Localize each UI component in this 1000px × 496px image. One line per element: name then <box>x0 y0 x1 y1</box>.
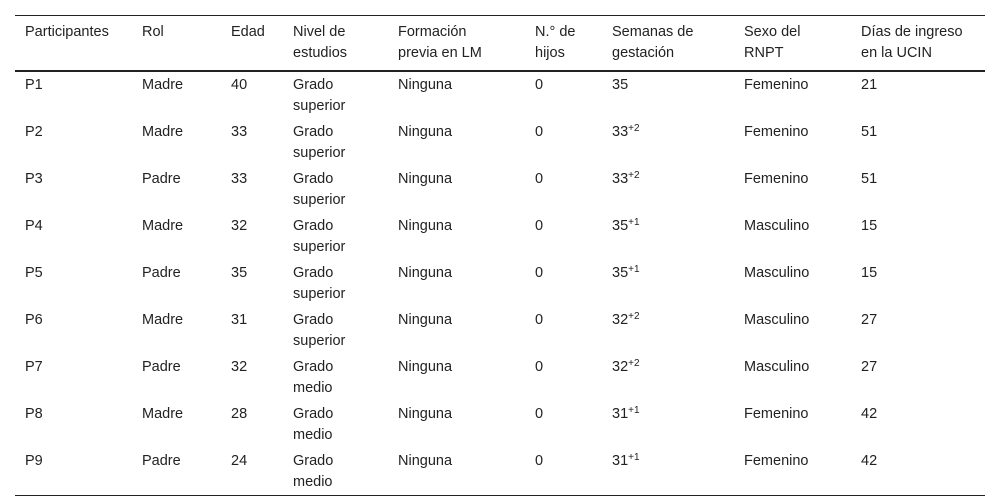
education-level-line: Grado <box>293 124 334 140</box>
table-row <box>15 119 985 166</box>
nicu-days: 51 <box>861 171 878 187</box>
cell-nivel-estudios <box>283 119 388 166</box>
participant-id: P3 <box>25 171 43 187</box>
participants-table <box>15 15 985 496</box>
education-level-line: superior <box>293 98 346 114</box>
column-header-line: Nivel de <box>293 24 346 40</box>
cell-hijos <box>525 213 602 260</box>
cell-edad <box>221 401 283 448</box>
cell-hijos <box>525 166 602 213</box>
number-of-children: 0 <box>535 453 544 469</box>
education-level-line: medio <box>293 427 333 443</box>
age: 31 <box>231 312 248 328</box>
age: 32 <box>231 218 248 234</box>
newborn-sex: Masculino <box>744 359 810 375</box>
column-header-line: Semanas de <box>612 24 694 40</box>
education-level-line: medio <box>293 474 333 490</box>
table-body <box>15 71 985 496</box>
cell-hijos <box>525 71 602 119</box>
table-row <box>15 448 985 496</box>
number-of-children: 0 <box>535 359 544 375</box>
age: 28 <box>231 406 248 422</box>
cell-sexo <box>734 260 851 307</box>
gestation-weeks: 31 <box>612 453 629 469</box>
number-of-children: 0 <box>535 406 544 422</box>
gestation-days-superscript: +1 <box>628 264 640 275</box>
gestation-weeks: 33 <box>612 124 629 140</box>
table-row <box>15 401 985 448</box>
column-header-participantes <box>15 16 132 72</box>
prior-training: Ninguna <box>398 265 453 281</box>
cell-rol <box>132 354 221 401</box>
number-of-children: 0 <box>535 312 544 328</box>
cell-edad <box>221 307 283 354</box>
education-level-line: Grado <box>293 171 334 187</box>
header-row <box>15 16 985 72</box>
column-header-line: hijos <box>535 45 565 61</box>
cell-formacion <box>388 401 525 448</box>
newborn-sex: Masculino <box>744 265 810 281</box>
cell-formacion <box>388 213 525 260</box>
cell-hijos <box>525 119 602 166</box>
gestation-days-superscript: +1 <box>628 452 640 463</box>
cell-edad <box>221 354 283 401</box>
nicu-days: 42 <box>861 453 878 469</box>
cell-nivel-estudios <box>283 166 388 213</box>
column-header-line: Formación <box>398 24 467 40</box>
participant-id: P7 <box>25 359 43 375</box>
column-header-semanas-de-gestacion <box>602 16 734 72</box>
column-header-formacion-previa <box>388 16 525 72</box>
cell-formacion <box>388 71 525 119</box>
age: 40 <box>231 77 248 93</box>
newborn-sex: Masculino <box>744 312 810 328</box>
cell-rol <box>132 260 221 307</box>
column-header-sexo-rnpt <box>734 16 851 72</box>
age: 33 <box>231 171 248 187</box>
newborn-sex: Femenino <box>744 171 809 187</box>
cell-nivel-estudios <box>283 401 388 448</box>
cell-formacion <box>388 260 525 307</box>
prior-training: Ninguna <box>398 218 453 234</box>
education-level-line: Grado <box>293 265 334 281</box>
cell-hijos <box>525 307 602 354</box>
nicu-days: 27 <box>861 359 878 375</box>
education-level-line: Grado <box>293 406 334 422</box>
number-of-children: 0 <box>535 265 544 281</box>
cell-rol <box>132 119 221 166</box>
gestation-weeks: 33 <box>612 171 629 187</box>
gestation-weeks: 35 <box>612 218 629 234</box>
table-row <box>15 260 985 307</box>
cell-nivel-estudios <box>283 354 388 401</box>
cell-semanas <box>602 448 734 496</box>
cell-hijos <box>525 401 602 448</box>
column-header-line: N.° de <box>535 24 576 40</box>
role: Madre <box>142 312 184 328</box>
newborn-sex: Femenino <box>744 453 809 469</box>
cell-dias <box>851 401 985 448</box>
cell-dias <box>851 166 985 213</box>
table-row <box>15 166 985 213</box>
column-header-edad <box>221 16 283 72</box>
role: Padre <box>142 265 181 281</box>
cell-dias <box>851 119 985 166</box>
column-header-line: Participantes <box>25 24 109 40</box>
cell-dias <box>851 71 985 119</box>
cell-participante <box>15 260 132 307</box>
column-header-line: RNPT <box>744 45 784 61</box>
cell-sexo <box>734 448 851 496</box>
cell-hijos <box>525 448 602 496</box>
table-header <box>15 16 985 72</box>
cell-dias <box>851 260 985 307</box>
cell-formacion <box>388 448 525 496</box>
role: Padre <box>142 171 181 187</box>
role: Madre <box>142 218 184 234</box>
participant-id: P6 <box>25 312 43 328</box>
cell-rol <box>132 71 221 119</box>
participant-id: P1 <box>25 77 43 93</box>
cell-dias <box>851 307 985 354</box>
gestation-days-superscript: +2 <box>628 170 640 181</box>
prior-training: Ninguna <box>398 453 453 469</box>
cell-participante <box>15 166 132 213</box>
cell-sexo <box>734 307 851 354</box>
nicu-days: 51 <box>861 124 878 140</box>
gestation-weeks: 31 <box>612 406 629 422</box>
gestation-weeks: 32 <box>612 359 629 375</box>
prior-training: Ninguna <box>398 77 453 93</box>
cell-edad <box>221 166 283 213</box>
cell-edad <box>221 71 283 119</box>
cell-semanas <box>602 166 734 213</box>
table-row <box>15 71 985 119</box>
age: 32 <box>231 359 248 375</box>
cell-sexo <box>734 119 851 166</box>
newborn-sex: Femenino <box>744 124 809 140</box>
participant-id: P4 <box>25 218 43 234</box>
cell-formacion <box>388 166 525 213</box>
column-header-line: Rol <box>142 24 164 40</box>
cell-rol <box>132 401 221 448</box>
cell-nivel-estudios <box>283 71 388 119</box>
cell-formacion <box>388 119 525 166</box>
column-header-line: previa en LM <box>398 45 482 61</box>
column-header-line: en la UCIN <box>861 45 932 61</box>
gestation-weeks: 35 <box>612 77 629 93</box>
education-level-line: superior <box>293 145 346 161</box>
table-row <box>15 213 985 260</box>
cell-participante <box>15 448 132 496</box>
cell-dias <box>851 213 985 260</box>
education-level-line: Grado <box>293 218 334 234</box>
column-header-numero-de-hijos <box>525 16 602 72</box>
participants-table-container <box>15 15 985 496</box>
cell-sexo <box>734 354 851 401</box>
cell-edad <box>221 213 283 260</box>
age: 33 <box>231 124 248 140</box>
prior-training: Ninguna <box>398 406 453 422</box>
cell-nivel-estudios <box>283 307 388 354</box>
prior-training: Ninguna <box>398 312 453 328</box>
column-header-line: Sexo del <box>744 24 801 40</box>
gestation-days-superscript: +2 <box>628 358 640 369</box>
cell-semanas <box>602 401 734 448</box>
cell-edad <box>221 119 283 166</box>
cell-semanas <box>602 213 734 260</box>
table-row <box>15 307 985 354</box>
newborn-sex: Femenino <box>744 406 809 422</box>
number-of-children: 0 <box>535 218 544 234</box>
education-level-line: superior <box>293 239 346 255</box>
cell-hijos <box>525 260 602 307</box>
gestation-weeks: 35 <box>612 265 629 281</box>
cell-nivel-estudios <box>283 213 388 260</box>
role: Padre <box>142 453 181 469</box>
age: 35 <box>231 265 248 281</box>
cell-rol <box>132 448 221 496</box>
number-of-children: 0 <box>535 171 544 187</box>
education-level-line: superior <box>293 333 346 349</box>
education-level-line: Grado <box>293 312 334 328</box>
number-of-children: 0 <box>535 124 544 140</box>
cell-sexo <box>734 401 851 448</box>
role: Madre <box>142 406 184 422</box>
cell-rol <box>132 166 221 213</box>
cell-sexo <box>734 166 851 213</box>
cell-participante <box>15 119 132 166</box>
age: 24 <box>231 453 248 469</box>
prior-training: Ninguna <box>398 359 453 375</box>
gestation-weeks: 32 <box>612 312 629 328</box>
cell-formacion <box>388 354 525 401</box>
education-level-line: superior <box>293 192 346 208</box>
gestation-days-superscript: +1 <box>628 217 640 228</box>
participant-id: P8 <box>25 406 43 422</box>
cell-semanas <box>602 307 734 354</box>
newborn-sex: Masculino <box>744 218 810 234</box>
cell-semanas <box>602 260 734 307</box>
gestation-days-superscript: +2 <box>628 311 640 322</box>
education-level-line: Grado <box>293 359 334 375</box>
newborn-sex: Femenino <box>744 77 809 93</box>
education-level-line: Grado <box>293 77 334 93</box>
cell-dias <box>851 354 985 401</box>
participant-id: P5 <box>25 265 43 281</box>
column-header-line: estudios <box>293 45 348 61</box>
cell-sexo <box>734 71 851 119</box>
cell-participante <box>15 401 132 448</box>
education-level-line: superior <box>293 286 346 302</box>
cell-nivel-estudios <box>283 448 388 496</box>
cell-edad <box>221 448 283 496</box>
cell-participante <box>15 354 132 401</box>
cell-formacion <box>388 307 525 354</box>
column-header-nivel-de-estudios <box>283 16 388 72</box>
participant-id: P9 <box>25 453 43 469</box>
cell-semanas <box>602 354 734 401</box>
cell-edad <box>221 260 283 307</box>
cell-rol <box>132 307 221 354</box>
column-header-line: gestación <box>612 45 675 61</box>
column-header-rol <box>132 16 221 72</box>
nicu-days: 15 <box>861 265 878 281</box>
cell-participante <box>15 307 132 354</box>
participant-id: P2 <box>25 124 43 140</box>
prior-training: Ninguna <box>398 124 453 140</box>
role: Madre <box>142 124 184 140</box>
gestation-days-superscript: +1 <box>628 405 640 416</box>
cell-sexo <box>734 213 851 260</box>
education-level-line: Grado <box>293 453 334 469</box>
prior-training: Ninguna <box>398 171 453 187</box>
column-header-line: Edad <box>231 24 265 40</box>
nicu-days: 15 <box>861 218 878 234</box>
nicu-days: 27 <box>861 312 878 328</box>
cell-dias <box>851 448 985 496</box>
cell-participante <box>15 213 132 260</box>
table-row <box>15 354 985 401</box>
cell-semanas <box>602 71 734 119</box>
cell-semanas <box>602 119 734 166</box>
cell-rol <box>132 213 221 260</box>
column-header-dias-ingreso-ucin <box>851 16 985 72</box>
education-level-line: medio <box>293 380 333 396</box>
nicu-days: 21 <box>861 77 878 93</box>
column-header-line: Días de ingreso <box>861 24 963 40</box>
cell-nivel-estudios <box>283 260 388 307</box>
number-of-children: 0 <box>535 77 544 93</box>
role: Madre <box>142 77 184 93</box>
cell-participante <box>15 71 132 119</box>
role: Padre <box>142 359 181 375</box>
cell-hijos <box>525 354 602 401</box>
nicu-days: 42 <box>861 406 878 422</box>
gestation-days-superscript: +2 <box>628 123 640 134</box>
